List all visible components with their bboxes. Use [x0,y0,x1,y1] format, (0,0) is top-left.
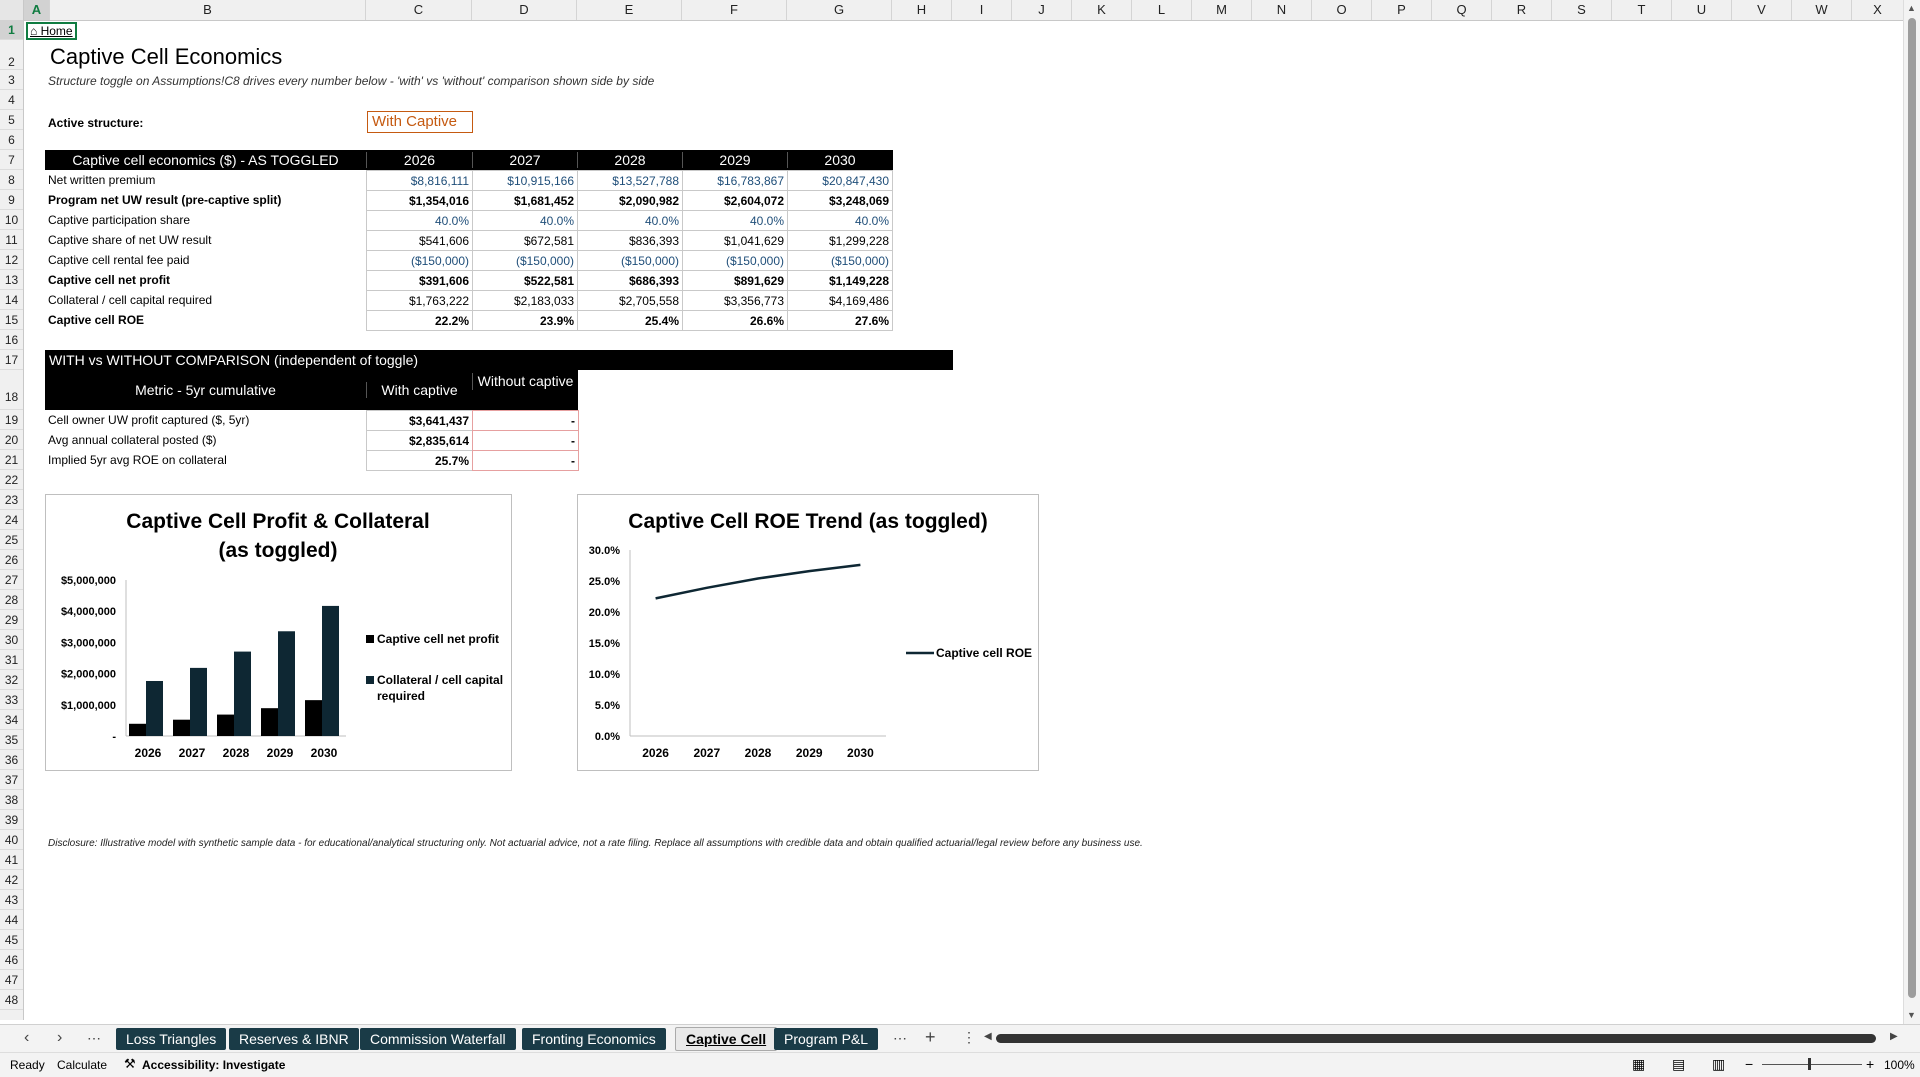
column-header-x[interactable]: X [1852,0,1904,20]
with-captive-cell[interactable]: 25.7% [366,450,473,471]
row-header-3[interactable]: 3 [0,70,23,90]
legend-label-line2: required [377,689,426,703]
econ-header-title: Captive cell economics ($) - AS TOGGLED [72,152,339,168]
horizontal-scroll-thumb[interactable] [996,1034,1876,1043]
x-tick-label: 2030 [310,746,338,760]
row-header-13[interactable]: 13 [0,270,23,290]
legend-label: Captive cell net profit [377,632,500,646]
row-header-11[interactable]: 11 [0,230,23,250]
row-header-35[interactable]: 35 [0,730,23,750]
with-captive-cell[interactable]: $2,835,614 [366,430,473,451]
econ-cell[interactable]: ($150,000) [577,250,683,271]
bar-collateral-cell-capital-required [190,668,207,736]
bar-collateral-cell-capital-required [146,681,163,736]
zoom-slider-thumb[interactable] [1808,1058,1811,1070]
econ-cell[interactable]: $391,606 [366,270,473,291]
zoom-out-icon[interactable]: − [1745,1056,1754,1072]
column-header-e[interactable]: E [577,0,682,20]
econ-row-label: Captive share of net UW result [48,233,212,247]
row-header-24[interactable]: 24 [0,510,23,530]
sheet-tab-program-p-l[interactable]: Program P&L [774,1028,878,1050]
home-link[interactable]: ⌂ Home [26,22,77,40]
x-tick-label: 2026 [134,746,162,760]
x-tick-label: 2030 [847,746,874,760]
hscroll-right-icon[interactable]: ▶ [1890,1031,1898,1042]
scroll-up-icon[interactable]: ▲ [1907,3,1916,13]
sheet-tab-captive-cell[interactable]: Captive Cell [675,1027,777,1051]
column-header-q[interactable]: Q [1432,0,1492,20]
disclosure-note: Disclosure: Illustrative model with synthetic sample data - for educational/analytical structuring only. Not actuarial advice, not a rate filing. Replace all assumptions with credible data and obtain qualified actuarial/legal review before any business use. [48,838,1143,849]
econ-cell[interactable]: 40.0% [577,210,683,231]
year-header-2030: 2030 [787,152,892,168]
column-header-u[interactable]: U [1672,0,1732,20]
econ-cell[interactable]: $1,354,016 [366,190,473,211]
econ-cell[interactable]: $522,581 [472,270,578,291]
zoom-level[interactable]: 100% [1884,1058,1915,1072]
row-header-31[interactable]: 31 [0,650,23,670]
column-header-s[interactable]: S [1552,0,1612,20]
year-header-2028: 2028 [577,152,682,168]
column-header-p[interactable]: P [1372,0,1432,20]
vertical-scroll-thumb[interactable] [1908,18,1916,998]
row-header-40[interactable]: 40 [0,830,23,850]
row-header-1[interactable]: 1 [0,20,23,40]
row-header-42[interactable]: 42 [0,870,23,890]
column-header-b[interactable]: B [50,0,366,20]
column-header-c[interactable]: C [366,0,472,20]
y-tick-label: 10.0% [588,669,620,681]
econ-row-label: Captive cell rental fee paid [48,253,190,267]
y-tick-label: 5.0% [594,700,620,712]
econ-cell[interactable]: ($150,000) [366,250,473,271]
bar-collateral-cell-capital-required [322,606,339,736]
status-bar [0,1052,1920,1077]
row-header-7[interactable]: 7 [0,150,23,170]
y-tick-label: $3,000,000 [60,637,116,650]
x-tick-label: 2026 [642,746,669,760]
econ-cell[interactable]: $1,681,452 [472,190,578,211]
econ-cell[interactable]: $836,393 [577,230,683,251]
econ-cell[interactable]: $2,604,072 [682,190,788,211]
row-header-38[interactable]: 38 [0,790,23,810]
econ-cell[interactable]: $3,248,069 [787,190,893,211]
column-header-w[interactable]: W [1792,0,1852,20]
with-captive-col-header: With captive [366,382,472,398]
econ-cell[interactable]: ($150,000) [472,250,578,271]
tab-scroll-right-icon[interactable]: › [57,1029,63,1046]
econ-row-label: Captive participation share [48,213,191,227]
legend-swatch-collateral [366,676,374,684]
column-header-bar [0,0,1904,21]
row-header-46[interactable]: 46 [0,950,23,970]
sheet-tab-loss-triangles[interactable]: Loss Triangles [116,1028,226,1050]
row-header-22[interactable]: 22 [0,470,23,490]
profit-collateral-chart[interactable] [45,494,512,771]
column-header-k[interactable]: K [1072,0,1132,20]
row-header-18[interactable]: 18 [0,370,23,410]
comparison-row-label: Cell owner UW profit captured ($, 5yr) [48,413,250,427]
row-header-9[interactable]: 9 [0,190,23,210]
y-tick-label: 15.0% [588,638,620,650]
row-header-16[interactable]: 16 [0,330,23,350]
column-header-o[interactable]: O [1312,0,1372,20]
econ-row-label: Program net UW result (pre-captive split) [48,193,282,207]
row-header-32[interactable]: 32 [0,670,23,690]
sheet-tab-reserves-ibnr[interactable]: Reserves & IBNR [229,1028,359,1050]
column-header-l[interactable]: L [1132,0,1192,20]
more-sheets-right-icon[interactable]: ⋯ [893,1030,907,1046]
econ-cell[interactable]: $2,090,982 [577,190,683,211]
row-header-15[interactable]: 15 [0,310,23,330]
x-tick-label: 2027 [693,746,721,760]
row-header-30[interactable]: 30 [0,630,23,650]
active-structure-value[interactable]: With Captive [367,111,473,133]
row-header-6[interactable]: 6 [0,130,23,150]
y-tick-label: $5,000,000 [60,575,116,587]
column-header-i[interactable]: I [952,0,1012,20]
row-header-44[interactable]: 44 [0,910,23,930]
sheet-tab-commission-waterfall[interactable]: Commission Waterfall [360,1028,516,1050]
bar-captive-cell-net-profit [305,700,322,736]
column-header-d[interactable]: D [472,0,577,20]
econ-cell[interactable]: $2,183,033 [472,290,578,311]
year-header-2029: 2029 [682,152,787,168]
econ-cell[interactable]: $891,629 [682,270,788,291]
x-tick-label: 2028 [744,746,772,760]
econ-cell[interactable]: $1,149,228 [787,270,893,291]
normal-view-icon[interactable]: ▦ [1632,1056,1646,1072]
more-sheets-icon[interactable]: ⋯ [87,1030,101,1046]
row-header-39[interactable]: 39 [0,810,23,830]
page-layout-icon[interactable]: ▤ [1672,1056,1686,1072]
select-all-corner[interactable] [0,0,24,20]
with-captive-cell[interactable]: $3,641,437 [366,410,473,431]
accessibility-status[interactable]: Accessibility: Investigate [142,1058,286,1072]
bar-collateral-cell-capital-required [234,652,251,736]
row-header-21[interactable]: 21 [0,450,23,470]
hscroll-left-icon[interactable]: ◀ [984,1031,992,1042]
without-captive-cell[interactable]: - [472,430,579,451]
y-tick-label: $1,000,000 [60,699,116,712]
bar-captive-cell-net-profit [129,724,146,736]
column-header-j[interactable]: J [1012,0,1072,20]
y-tick-label: $2,000,000 [60,668,116,681]
econ-cell[interactable]: $1,041,629 [682,230,788,251]
econ-cell[interactable]: $686,393 [577,270,683,291]
roe-trend-chart[interactable] [577,494,1039,771]
legend-label: Captive cell ROE [936,646,1033,660]
row-header-25[interactable]: 25 [0,530,23,550]
row-header-20[interactable]: 20 [0,430,23,450]
row-header-23[interactable]: 23 [0,490,23,510]
econ-cell[interactable]: 27.6% [787,310,893,331]
econ-cell[interactable]: $13,527,788 [577,170,683,191]
scroll-down-icon[interactable]: ▼ [1907,1010,1916,1020]
row-header-8[interactable]: 8 [0,170,23,190]
column-header-h[interactable]: H [892,0,952,20]
active-structure-label: Active structure: [48,116,144,130]
y-tick-label: 25.0% [588,576,620,588]
econ-cell[interactable]: $4,169,486 [787,290,893,311]
econ-cell[interactable]: 25.4% [577,310,683,331]
econ-cell[interactable]: $1,299,228 [787,230,893,251]
x-tick-label: 2028 [222,746,250,760]
zoom-in-icon[interactable]: + [1866,1056,1875,1072]
tab-scroll-left-icon[interactable]: ‹ [24,1029,30,1046]
without-captive-cell[interactable]: - [472,450,579,471]
vertical-scrollbar[interactable] [1903,0,1920,1024]
y-tick-label: 20.0% [588,607,620,619]
column-header-r[interactable]: R [1492,0,1552,20]
bar-captive-cell-net-profit [173,720,190,736]
econ-cell[interactable]: ($150,000) [787,250,893,271]
row-header-10[interactable]: 10 [0,210,23,230]
x-tick-label: 2029 [266,746,294,760]
bar-captive-cell-net-profit [217,715,234,736]
row-header-45[interactable]: 45 [0,930,23,950]
accessibility-icon[interactable]: ⚒ [124,1056,136,1071]
row-header-29[interactable]: 29 [0,610,23,630]
econ-cell[interactable]: $672,581 [472,230,578,251]
calculate-button[interactable]: Calculate [57,1058,108,1072]
page-subtitle: Structure toggle on Assumptions!C8 drives every number below - 'with' vs 'without' comparison shown side by side [48,74,655,88]
econ-cell[interactable]: $8,816,111 [366,170,473,191]
legend-swatch-net-profit [366,635,374,643]
page-break-icon[interactable]: ▥ [1712,1056,1726,1072]
econ-cell[interactable]: 40.0% [366,210,473,231]
metric-col-header: Metric - 5yr cumulative [135,382,276,398]
add-sheet-icon[interactable]: + [925,1027,936,1047]
econ-cell[interactable]: 40.0% [787,210,893,231]
econ-row-label: Collateral / cell capital required [48,293,213,307]
column-header-t[interactable]: T [1612,0,1672,20]
y-tick-label: - [112,731,116,743]
column-header-a[interactable]: A [24,0,50,20]
x-tick-label: 2029 [795,746,823,760]
zoom-slider[interactable] [1762,1064,1862,1065]
column-header-f[interactable]: F [682,0,787,20]
without-captive-col-header: Without captive [472,373,578,390]
year-header-2027: 2027 [472,152,577,168]
econ-cell[interactable]: 26.6% [682,310,788,331]
chart-title-line2: (as toggled) [218,539,338,562]
bar-collateral-cell-capital-required [278,631,295,736]
row-header-2[interactable]: 2 [0,40,23,70]
legend-label-line1: Collateral / cell capital [377,673,504,687]
y-tick-label: 30.0% [588,545,620,557]
econ-cell[interactable]: 40.0% [472,210,578,231]
row-header-37[interactable]: 37 [0,770,23,790]
row-header-17[interactable]: 17 [0,350,23,370]
row-header-33[interactable]: 33 [0,690,23,710]
econ-cell[interactable]: $1,763,222 [366,290,473,311]
sheet-tab-fronting-economics[interactable]: Fronting Economics [522,1028,666,1050]
row-header-12[interactable]: 12 [0,250,23,270]
column-header-n[interactable]: N [1252,0,1312,20]
comparison-header-title: WITH vs WITHOUT COMPARISON (independent of toggle) [49,352,419,368]
y-tick-label: 0.0% [594,731,620,743]
comparison-row-label: Avg annual collateral posted ($) [48,433,217,447]
chart-title: Captive Cell ROE Trend (as toggled) [628,510,988,533]
row-header-34[interactable]: 34 [0,710,23,730]
row-header-26[interactable]: 26 [0,550,23,570]
econ-cell[interactable]: ($150,000) [682,250,788,271]
row-header-28[interactable]: 28 [0,590,23,610]
row-header-48[interactable]: 48 [0,990,23,1010]
econ-cell[interactable]: 40.0% [682,210,788,231]
econ-row-label: Net written premium [48,173,156,187]
column-header-m[interactable]: M [1192,0,1252,20]
econ-cell[interactable]: 23.9% [472,310,578,331]
roe-series-line [656,565,861,598]
row-header-27[interactable]: 27 [0,570,23,590]
econ-cell[interactable]: $10,915,166 [472,170,578,191]
without-captive-cell[interactable]: - [472,410,579,431]
row-header-43[interactable]: 43 [0,890,23,910]
econ-cell[interactable]: $3,356,773 [682,290,788,311]
econ-row-label: Captive cell ROE [48,313,145,327]
econ-cell[interactable]: $2,705,558 [577,290,683,311]
comparison-row-label: Implied 5yr avg ROE on collateral [48,453,227,467]
row-header-47[interactable]: 47 [0,970,23,990]
chart-title-line1: Captive Cell Profit & Collateral [126,510,430,533]
econ-row-label: Captive cell net profit [48,273,171,287]
econ-cell[interactable]: $20,847,430 [787,170,893,191]
column-header-v[interactable]: V [1732,0,1792,20]
x-tick-label: 2027 [178,746,206,760]
row-header-4[interactable]: 4 [0,90,23,110]
row-header-19[interactable]: 19 [0,410,23,430]
column-header-g[interactable]: G [787,0,892,20]
econ-cell[interactable]: 22.2% [366,310,473,331]
sheet-options-icon[interactable]: ⋮ [962,1029,976,1045]
y-tick-label: $4,000,000 [60,606,116,619]
row-header-41[interactable]: 41 [0,850,23,870]
econ-cell[interactable]: $16,783,867 [682,170,788,191]
bar-captive-cell-net-profit [261,708,278,736]
row-header-bar [0,20,24,1020]
row-header-14[interactable]: 14 [0,290,23,310]
roe-trend-svg [578,495,1038,770]
row-header-5[interactable]: 5 [0,110,23,130]
row-header-36[interactable]: 36 [0,750,23,770]
page-title: Captive Cell Economics [50,44,283,69]
econ-cell[interactable]: $541,606 [366,230,473,251]
year-header-2026: 2026 [366,152,472,168]
status-ready: Ready [10,1058,45,1072]
profit-collateral-svg [46,495,511,770]
sheet-tabs-bar [0,1024,1920,1053]
